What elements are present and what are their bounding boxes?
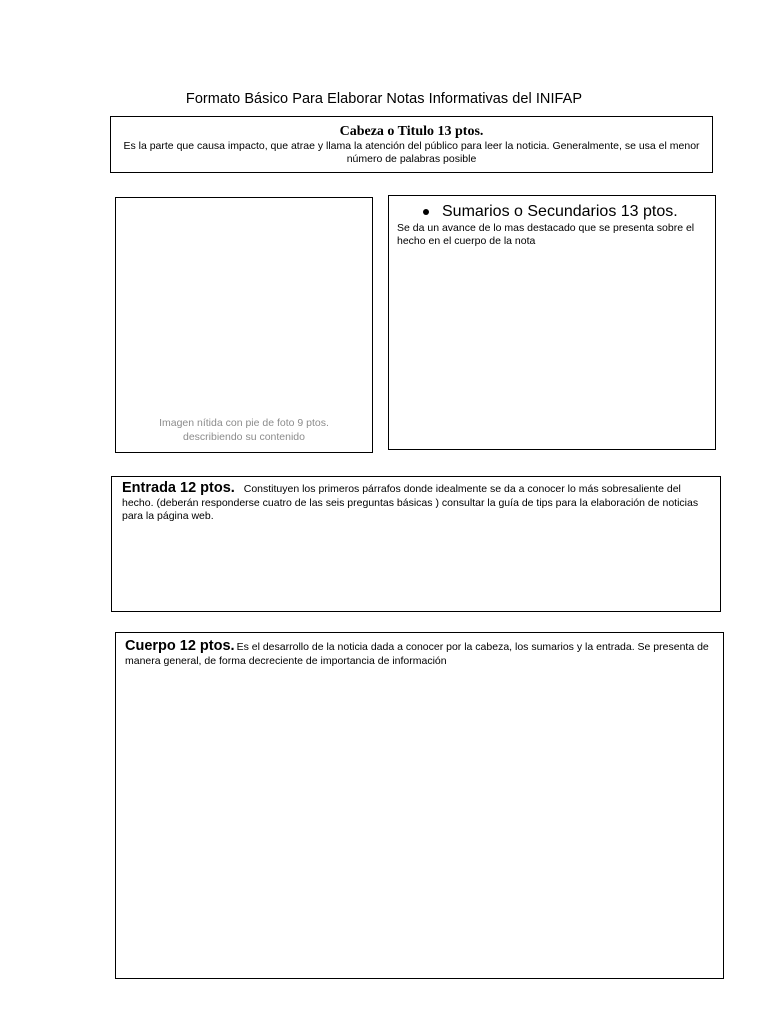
cuerpo-section bbox=[115, 632, 724, 979]
image-caption-line-2: describiendo su contenido bbox=[182, 431, 305, 443]
cuerpo-paragraph bbox=[116, 633, 723, 668]
image-placeholder bbox=[115, 197, 373, 453]
cuerpo-description: Es el desarrollo de la noticia dada a conocer por la cabeza, los sumarios y la entrada. Se presenta de manera general, de forma decreciente de importancia de información bbox=[125, 641, 709, 667]
sumarios-heading-text: Sumarios o Secundarios 13 ptos. bbox=[442, 203, 678, 220]
entrada-heading: Entrada 12 ptos. bbox=[122, 480, 235, 496]
bullet-icon bbox=[423, 209, 429, 215]
sumarios-description: Se da un avance de lo mas destacado que se presenta sobre el hecho en el cuerpo de la nota bbox=[397, 222, 695, 247]
entrada-description: Constituyen los primeros párrafos donde idealmente se da a conocer lo más sobresaliente del hecho. (deberán responderse cuatro de las seis preguntas básicas ) consultar la guía de tips para la elaboración de noticias para la página web. bbox=[122, 483, 699, 522]
image-caption-line-1: Imagen nítida con pie de foto 9 ptos. bbox=[159, 417, 329, 429]
entrada-section bbox=[111, 476, 721, 612]
sumarios-section bbox=[388, 195, 716, 450]
entrada-paragraph bbox=[112, 477, 720, 524]
cabeza-description: Es la parte que causa impacto, que atrae y llama la atención del público para leer la noticia. Generalmente, se usa el menor número de palabras posible bbox=[123, 140, 700, 165]
cabeza-section bbox=[110, 116, 713, 173]
image-caption bbox=[116, 416, 372, 444]
cuerpo-heading: Cuerpo 12 ptos. bbox=[125, 638, 235, 654]
document-title: Formato Básico Para Elaborar Notas Informativas del INIFAP bbox=[185, 91, 583, 107]
cabeza-heading: Cabeza o Titulo 13 ptos. bbox=[339, 124, 484, 139]
sumarios-heading bbox=[389, 202, 715, 222]
